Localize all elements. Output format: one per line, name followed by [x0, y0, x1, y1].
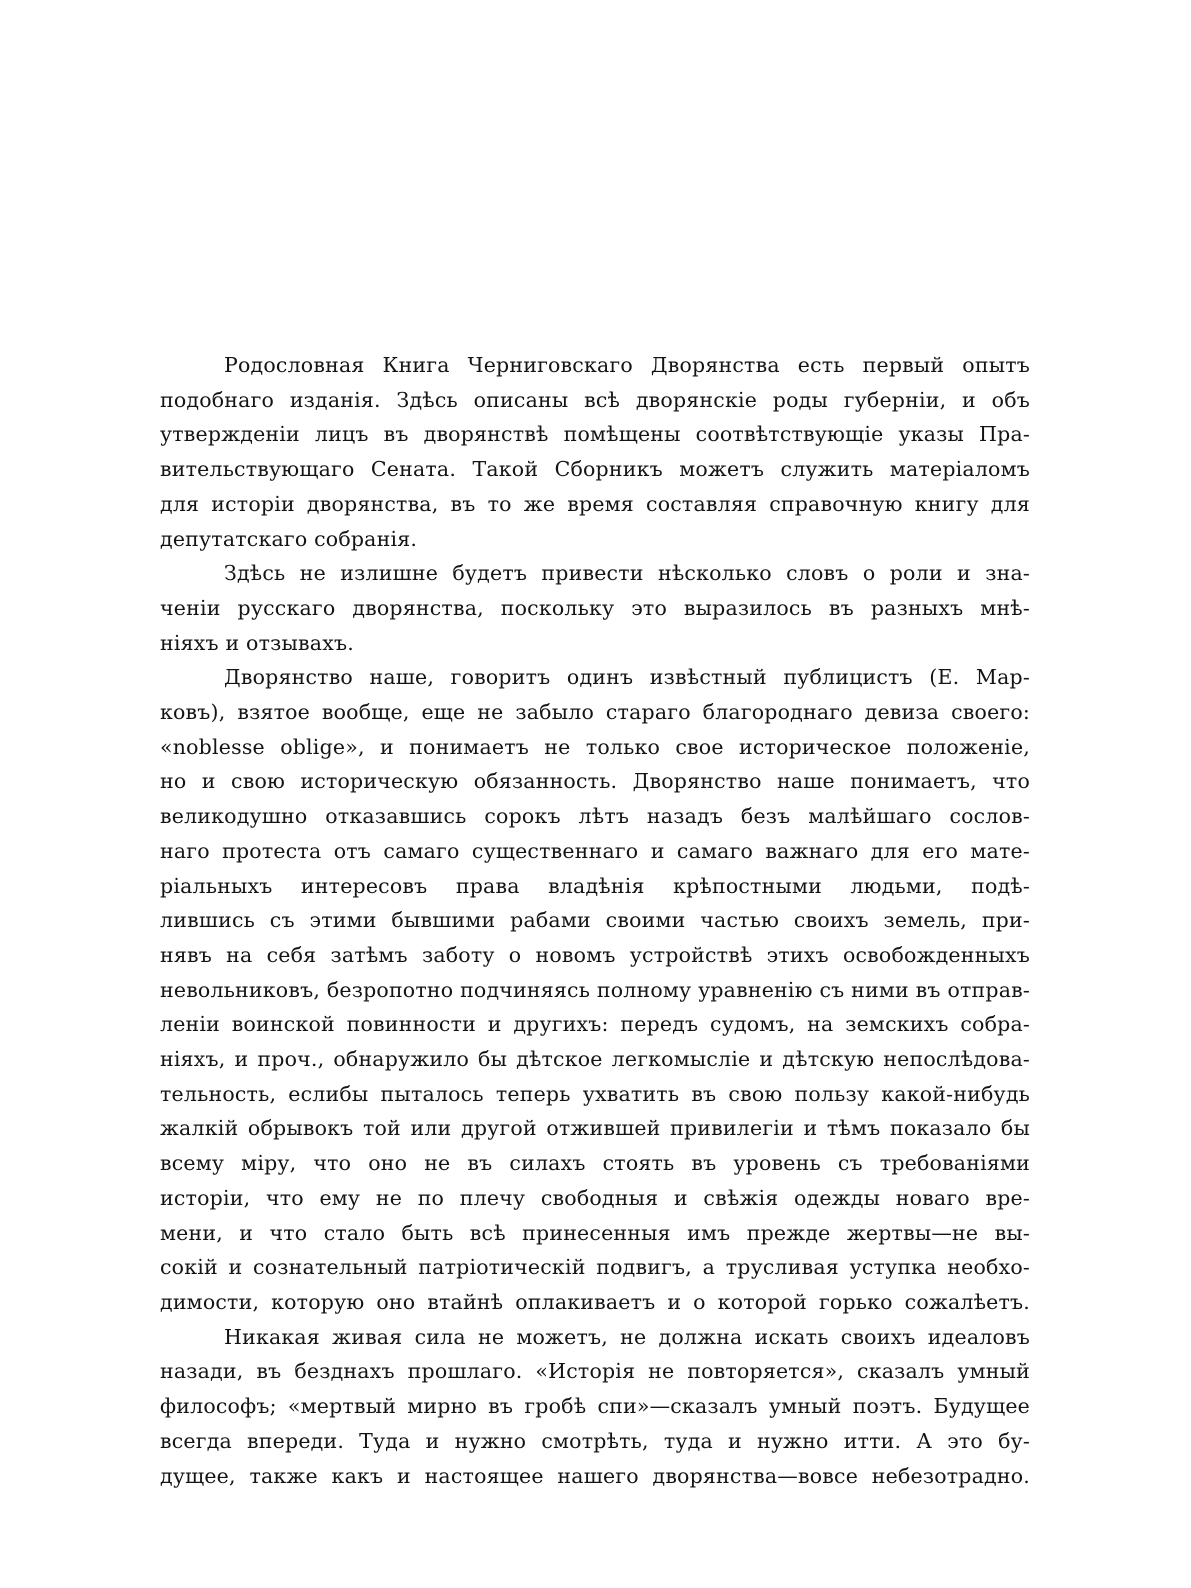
- text-line: Дворянство наше, говоритъ одинъ извѣстный публицистъ (Е. Мар-: [224, 665, 1030, 690]
- text-line: утвержденіи лицъ въ дворянствѣ помѣщены соотвѣтствующіе указы Пра-: [160, 422, 1030, 447]
- text-line: великодушно отказавшись сорокъ лѣтъ назадъ безъ малѣйшаго сослов-: [160, 804, 1030, 829]
- text-line: димости, которую оно втайнѣ оплакиваетъ и о которой горько сожалѣетъ.: [160, 1289, 1030, 1314]
- text-line: вительствующаго Сената. Такой Сборникъ можетъ служить матеріаломъ: [160, 457, 1030, 482]
- text-line: исторіи, что ему не по плечу свободныя и свѣжія одежды новаго вре-: [160, 1185, 1030, 1210]
- text-line: невольниковъ, безропотно подчиняясь полному уравненію съ ними въ отправ-: [160, 977, 1030, 1002]
- text-line: сокій и сознательный патріотическій подвигъ, а трусливая уступка необхо-: [160, 1255, 1030, 1280]
- text-line: нявъ на себя затѣмъ заботу о новомъ устройствѣ этихъ освобожденныхъ: [160, 942, 1030, 967]
- text-line: Родословная Книга Черниговскаго Дворянства есть первый опытъ: [224, 353, 1030, 377]
- text-line: лившись съ этими бывшими рабами своими частью своихъ земель, при-: [160, 908, 1030, 933]
- text-line: но и свою историческую обязанность. Дворянство наше понимаетъ, что: [160, 769, 1030, 794]
- text-line: наго протеста отъ самаго существеннаго и самаго важнаго для его мате-: [160, 838, 1030, 863]
- text-line: «noblesse oblige», и понимаетъ не только свое историческое положеніе,: [160, 734, 1030, 759]
- paragraph-2: [160, 556, 1030, 660]
- text-line: для исторіи дворянства, въ то же время составляя справочную книгу для: [160, 491, 1030, 516]
- text-line: Здѣсь не излишне будетъ привести нѣсколько словъ о роли и зна-: [224, 561, 1030, 586]
- text-line: жалкій обрывокъ той или другой отжившей привилегіи и тѣмъ показало бы: [160, 1116, 1030, 1141]
- paragraph-3: [160, 660, 1030, 1319]
- text-line: ченіи русскаго дворянства, поскольку это выразилось въ разныхъ мнѣ-: [160, 595, 1030, 620]
- text-line: ріальныхъ интересовъ права владѣнія крѣпостными людьми, подѣ-: [160, 873, 1030, 898]
- text-line: тельность, еслибы пыталось теперь ухватить въ свою пользу какой-нибудь: [160, 1081, 1030, 1106]
- text-line: ніяхъ, и проч., обнаружило бы дѣтское легкомысліе и дѣтскую непослѣдова-: [160, 1047, 1030, 1072]
- text-line: дущее, также какъ и настоящее нашего дворянства—вовсе небезотрадно.: [160, 1463, 1030, 1488]
- text-line: всему міру, что оно не въ силахъ стоять въ уровень съ требованіями: [160, 1151, 1030, 1176]
- text-line: ковъ), взятое вообще, еще не забыло стараго благороднаго девиза своего:: [160, 700, 1030, 725]
- text-line: подобнаго изданія. Здѣсь описаны всѣ дворянскіе роды губерніи, и объ: [160, 387, 1030, 412]
- paragraph-4: [160, 1320, 1030, 1494]
- text-line: депутатскаго собранія.: [160, 526, 418, 551]
- body-text: [160, 348, 1030, 1493]
- text-line: леніи воинской повинности и другихъ: передъ судомъ, на земскихъ собра-: [160, 1012, 1030, 1037]
- text-line: назади, въ безднахъ прошлаго. «Исторія не повторяется», сказалъ умный: [160, 1359, 1030, 1384]
- text-line: всегда впереди. Туда и нужно смотрѣть, туда и нужно итти. А это бу-: [160, 1428, 1030, 1453]
- text-line: философъ; «мертвый мирно въ гробѣ спи»—сказалъ умный поэтъ. Будущее: [160, 1394, 1030, 1419]
- paragraph-1: [160, 348, 1030, 556]
- text-line: ніяхъ и отзывахъ.: [160, 630, 354, 655]
- text-line: Никакая живая сила не можетъ, не должна искать своихъ идеаловъ: [224, 1324, 1030, 1349]
- text-line: мени, и что стало быть всѣ принесенныя имъ прежде жертвы—не вы-: [160, 1220, 1030, 1245]
